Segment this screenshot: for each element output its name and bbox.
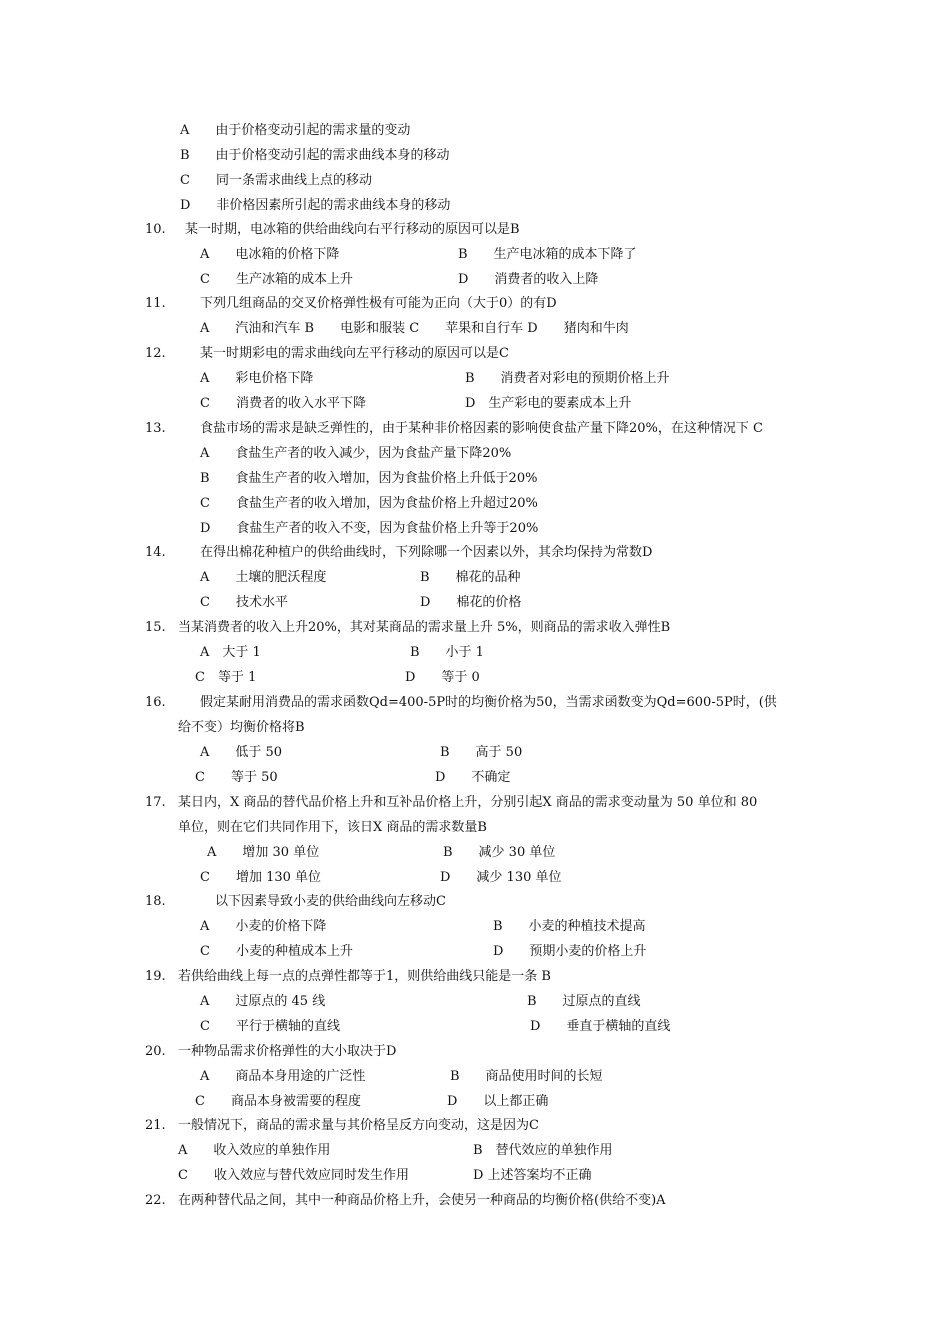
option-text: B 食盐生产者的收入增加，因为食盐价格上升低于20% [200,471,538,486]
option-text: C 收入效应与替代效应同时发生作用 [178,1168,409,1183]
question-number: 21. [145,1118,166,1133]
option-text: D 上述答案均不正确 [473,1168,592,1183]
option-text: B 减少 30 单位 [443,845,556,860]
option-text: B 过原点的直线 [527,994,641,1009]
option-text: A 汽油和汽车 B 电影和服装 C 苹果和自行车 D 猪肉和牛肉 [200,321,629,336]
option-text: D 预期小麦的价格上升 [493,944,647,959]
question-number: 16. [145,695,166,710]
option-text: A 食盐生产者的收入减少，因为食盐产量下降20% [200,446,512,461]
option-text: D 非价格因素所引起的需求曲线本身的移动 [180,198,451,213]
option-text: B 高于 50 [440,745,523,760]
option-text: A 彩电价格下降 [200,371,314,386]
option-text: C 消费者的收入水平下降 [200,396,366,411]
option-text: D 以上都正确 [447,1094,549,1109]
option-text: B 消费者对彩电的预期价格上升 [465,371,670,386]
option-text: A 电冰箱的价格下降 [200,247,340,262]
option-text: A 低于 50 [200,745,283,760]
option-text: C 增加 130 单位 [200,870,322,885]
question-text: 一般情况下，商品的需求量与其价格呈反方向变动，这是因为C [178,1118,539,1133]
option-text: D 等于 0 [405,670,480,685]
option-text: C 商品本身被需要的程度 [195,1094,361,1109]
option-text: B 替代效应的单独作用 [473,1143,613,1158]
option-text: D 生产彩电的要素成本上升 [465,396,632,411]
option-text: C 同一条需求曲线上点的移动 [180,173,372,188]
option-text: D 消费者的收入上降 [458,272,599,287]
option-text: A 土壤的肥沃程度 [200,570,327,585]
question-number: 10. [145,222,166,237]
option-text: D 垂直于横轴的直线 [530,1019,671,1034]
option-text: B 商品使用时间的长短 [450,1069,603,1084]
question-text-continued: 给不变）均衡价格将B [178,720,305,735]
option-text: C 平行于横轴的直线 [200,1019,340,1034]
option-text: B 棉花的品种 [420,570,521,585]
option-text: D 不确定 [435,770,511,785]
question-text: 在得出棉花种植户的供给曲线时，下列除哪一个因素以外，其余均保持为常数D [200,545,653,560]
question-text: 若供给曲线上每一点的点弹性都等于1，则供给曲线只能是一条 B [178,969,551,984]
option-text: C 技术水平 [200,595,288,610]
option-text: C 小麦的种植成本上升 [200,944,353,959]
question-text-continued: 单位，则在它们共同作用下，该日X 商品的需求数量B [178,820,487,835]
question-number: 18. [145,894,166,909]
option-text: D 棉花的价格 [420,595,522,610]
option-text: B 由于价格变动引起的需求曲线本身的移动 [180,148,450,163]
option-text: C 生产冰箱的成本上升 [200,272,353,287]
question-text: 某一时期彩电的需求曲线向左平行移动的原因可以是C [200,346,509,361]
option-text: B 小麦的种植技术提高 [493,919,646,934]
option-text: A 过原点的 45 线 [200,994,326,1009]
question-number: 17. [145,795,166,810]
question-text: 某日内，X 商品的替代品价格上升和互补品价格上升，分别引起X 商品的需求变动量为 50 单位和 80 [178,795,758,810]
option-text: C 等于 1 [195,670,257,685]
question-text: 一种物品需求价格弹性的大小取决于D [178,1044,397,1059]
option-text: A 增加 30 单位 [207,845,320,860]
option-text: C 等于 50 [195,770,278,785]
question-number: 20. [145,1044,166,1059]
option-text: D 减少 130 单位 [440,870,562,885]
question-number: 19. [145,969,166,984]
question-number: 13. [145,421,166,436]
question-number: 15. [145,620,166,635]
question-text: 假定某耐用消费品的需求函数Qd=400-5P时的均衡价格为50，当需求函数变为Qd=600-5P时，(供 [200,695,777,710]
option-text: C 食盐生产者的收入增加，因为食盐价格上升超过20% [200,496,538,511]
question-text: 以下因素导致小麦的供给曲线向左移动C [215,894,446,909]
option-text: A 商品本身用途的广泛性 [200,1069,366,1084]
question-number: 14. [145,545,166,560]
option-text: A 由于价格变动引起的需求量的变动 [180,123,411,138]
question-text: 在两种替代品之间，其中一种商品价格上升，会使另一种商品的均衡价格(供给不变)A [178,1193,666,1208]
option-text: A 大于 1 [200,645,261,660]
question-text: 下列几组商品的交叉价格弹性极有可能为正向（大于0）的有D [200,296,557,311]
option-text: D 食盐生产者的收入不变，因为食盐价格上升等于20% [200,521,539,536]
question-text: 当某消费者的收入上升20%，其对某商品的需求量上升 5%，则商品的需求收入弹性B [178,620,671,635]
question-text: 食盐市场的需求是缺乏弹性的，由于某种非价格因素的影响使食盐产量下降20%，在这种情况下 C [200,421,763,436]
option-text: A 小麦的价格下降 [200,919,327,934]
option-text: B 生产电冰箱的成本下降了 [458,247,637,262]
question-number: 12. [145,346,166,361]
option-text: B 小于 1 [410,645,484,660]
option-text: A 收入效应的单独作用 [178,1143,331,1158]
question-number: 11. [145,296,166,311]
question-text: 某一时期，电冰箱的供给曲线向右平行移动的原因可以是B [185,222,520,237]
question-number: 22. [145,1193,166,1208]
